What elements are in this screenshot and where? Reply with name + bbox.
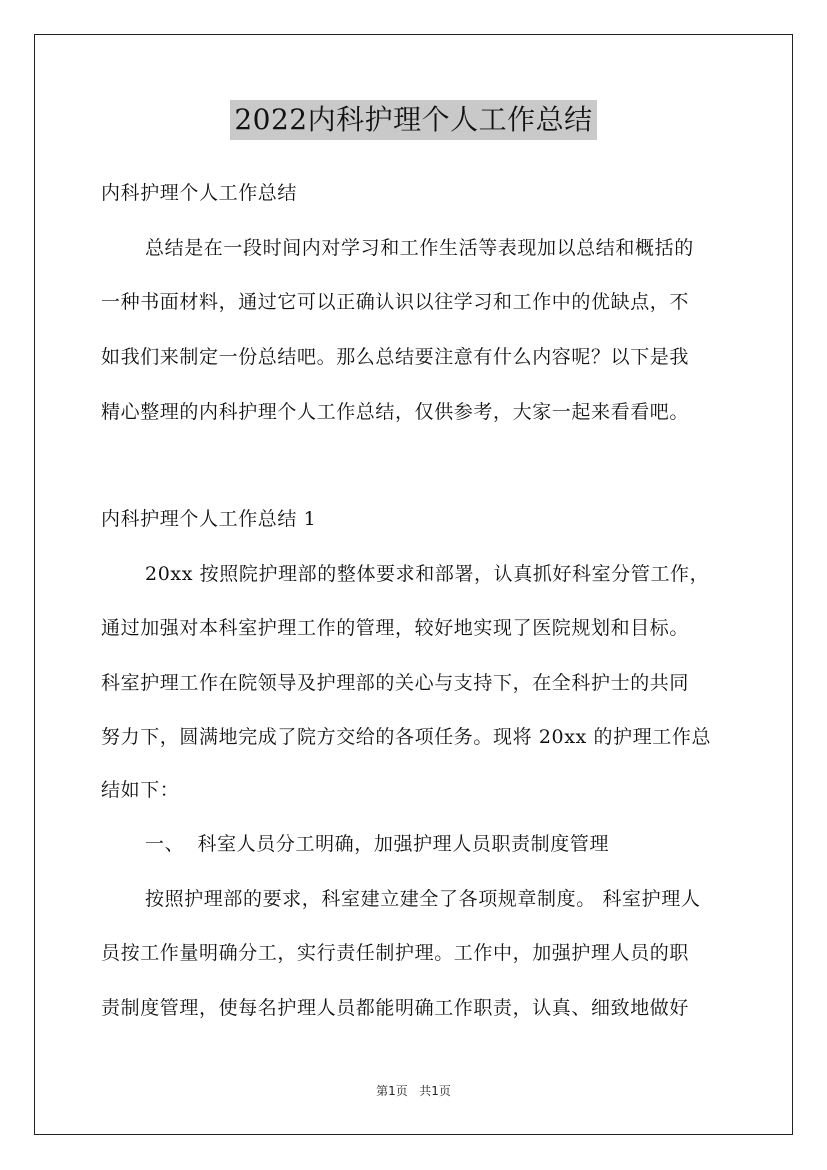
section-line-3: 科室护理工作在院领导及护理部的关心与支持下，在全科护士的共同 — [101, 672, 690, 694]
section-line-5: 结如下： — [101, 779, 180, 801]
intro-line-1: 总结是在一段时间内对学习和工作生活等表现加以总结和概括的 — [145, 237, 694, 259]
section-line-2: 通过加强对本科室护理工作的管理，较好地实现了医院规划和目标。 — [101, 617, 690, 639]
page-number: 第1页 共1页 — [376, 1084, 451, 1098]
point-line-3: 责制度管理，使每名护理人员都能明确工作职责，认真、细致地做好 — [101, 997, 690, 1019]
section-line-4: 努力下，圆满地完成了院方交给的各项任务。现将 20xx 的护理工作总 — [101, 726, 712, 748]
document-title: 2022内科护理个人工作总结 — [230, 100, 596, 140]
intro-line-3: 如我们来制定一份总结吧。那么总结要注意有什么内容呢？以下是我 — [101, 346, 690, 368]
point-line-2: 员按工作量明确分工，实行责任制护理。工作中，加强护理人员的职 — [101, 942, 690, 964]
section-heading: 内科护理个人工作总结 1 — [101, 508, 317, 530]
subtitle: 内科护理个人工作总结 — [101, 182, 298, 204]
intro-line-2: 一种书面材料，通过它可以正确认识以往学习和工作中的优缺点，不 — [101, 291, 690, 313]
point-heading: 一、 科室人员分工明确，加强护理人员职责制度管理 — [145, 833, 610, 855]
point-line-1: 按照护理部的要求，科室建立建全了各项规章制度。 科室护理人 — [145, 888, 701, 910]
title-container — [0, 100, 827, 140]
intro-line-4: 精心整理的内科护理个人工作总结，仅供参考，大家一起来看看吧。 — [101, 401, 690, 423]
section-line-1: 20xx 按照院护理部的整体要求和部署，认真抓好科室分管工作， — [145, 563, 710, 585]
